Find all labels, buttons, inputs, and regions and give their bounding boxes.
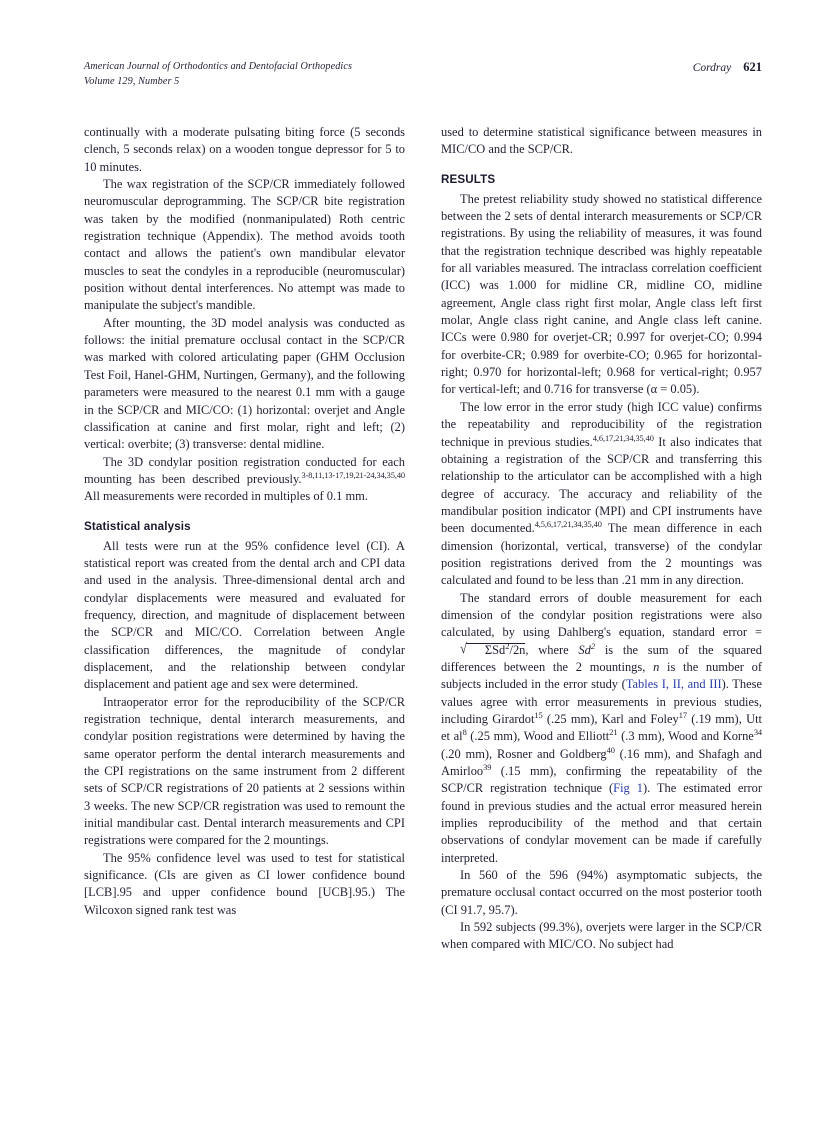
formula-exponent: 2 (505, 640, 510, 651)
variable-sd-exponent: 2 (590, 640, 596, 651)
paragraph-with-citation (441, 399, 762, 590)
paragraph-text: The standard errors of double measurement for each dimension of the condylar position registrations were also calculated, by using Dahlberg's equation, standard error = (441, 590, 762, 640)
radical-sign: √ (460, 640, 467, 657)
paragraph-with-citation (84, 454, 405, 506)
paragraph-text: is the number of subjects included in the error study ( (441, 659, 763, 692)
paragraph-text: The 3D condylar position registration conducted for each mounting has been described previously. (84, 454, 405, 486)
variable-n: n (653, 659, 660, 674)
paragraph-text: It also indicates that obtaining a registration of the SCP/CR and transferring this relationship to the articulator can be accomplished with a high degree of accuracy. The accuracy and reliability of the mandibular position indicator (MPI) and CPI instruments have been documented. (441, 434, 763, 536)
paragraph-with-formula-and-crossrefs (441, 590, 762, 868)
paragraph: The 95% confidence level was used to test for statistical significance. (CIs are given as CI lower confidence bound [LCB].95 and upper confidence bound [UCB].95.) The Wilcoxon signed rank test was (84, 850, 405, 917)
body-columns (84, 124, 762, 954)
paragraph-text: (.19 mm), Utt et al (441, 712, 762, 744)
section-heading-statistical-analysis: Statistical analysis (84, 519, 191, 533)
paragraph-text: is the sum of the squared differences between the 2 mountings, (441, 642, 762, 674)
crossref-tables-link[interactable]: Tables I, II, and III (625, 677, 722, 692)
paragraph-text: (.16 mm), and Shafagh and Amirloo (441, 746, 762, 779)
paragraph-text: (.15 mm), confirming the repeatability of the SCP/CR registration technique ( (441, 764, 762, 796)
paragraph: The pretest reliability study showed no statistical difference between the 2 sets of dental interarch measurements or SCP/CR registrations. By using the reliability of measures, it was found that the registration technique described was highly repeatable for all variables measured. The intraclass correlation coefficient (ICC) was 1.000 for midline CR, midline CO, midline agreement, Angle class right first molar, Angle class left first molar, Angle class right canine, and Angle class left canine. ICCs were 0.980 for overjet-CR; 0.997 for overjet-CO; 0.994 for overbite-CR; 0.989 for overbite-CO; 0.965 for horizontal-right; 0.970 for horizontal-left; 0.968 for vertical-right; 0.957 for vertical-left; and 0.716 for transverse (α = 0.05). (441, 191, 762, 397)
journal-title: American Journal of Orthodontics and Dentofacial Orthopedics (84, 61, 353, 72)
paragraph: The wax registration of the SCP/CR immediately followed neuromuscular deprogramming. The SCP/CR bite registration was taken by the modified (nonmanipulated) Roth centric registration technique (Appendix). The method avoids tooth contact and allows the patient's own mandibular elevator muscles to seat the condyles in a reproducible (neuromuscular) position without dental interferences. No attempt was made to manipulate the subject's mandible. (84, 177, 405, 313)
dahlberg-formula (441, 640, 526, 657)
citation-superscript: 34 (753, 728, 762, 738)
citation-superscript: 39 (483, 762, 492, 772)
running-head-journal-info (84, 60, 352, 89)
paragraph: used to determine statistical significance between measures in MIC/CO and the SCP/CR. (441, 125, 762, 157)
variable-sd: Sd (578, 642, 591, 657)
citation-superscript: 17 (678, 710, 687, 720)
paragraph: In 560 of the 596 (94%) asymptomatic subjects, the premature occlusal contact occurred on the most posterior tooth (CI 91.7, 95.7). (441, 868, 762, 917)
citation-superscript: 40 (606, 745, 615, 755)
formula-sigma-term: ΣSd (484, 642, 506, 657)
citation-superscript: 4,6,17,21,34,35,40 (592, 433, 654, 443)
left-column (84, 124, 405, 954)
citation-superscript: 15 (534, 710, 543, 720)
running-head-author: Cordray (692, 62, 732, 74)
journal-volume-line: Volume 129, Number 5 (84, 75, 180, 87)
paragraph: In 592 subjects (99.3%), overjets were larger in the SCP/CR when compared with MIC/CO. No subject had (441, 920, 762, 952)
paragraph-text: (.25 mm), Karl and Foley (542, 712, 679, 726)
section-heading-results: RESULTS (441, 172, 496, 186)
paragraph-text: (.3 mm), Wood and Korne (617, 729, 754, 744)
citation-superscript: 3-8,11,13-17,19,21-24,34,35,40 (301, 470, 405, 480)
paragraph: Intraoperator error for the reproducibility of the SCP/CR registration technique, dental interarch measurements, and condylar position registrations were determined by having the same operator perform the dental interarch measurements and the CPI registrations on the same instrument from 2 different sets of SCP/CR registrations of 20 patients at 2 sessions within 3 weeks. The new SCP/CR registration was used to remount the initial mandibular cast. Dental interarch measurements and CPI registrations were compared for the 2 mountings. (84, 694, 405, 848)
formula-radicand (466, 640, 526, 657)
paragraph-text: (.20 mm), Rosner and Goldberg (441, 746, 607, 761)
running-head (84, 60, 762, 89)
formula-denominator: /2n (509, 642, 526, 657)
paragraph-text: The mean difference in each dimension (horizontal, vertical, transverse) of the condylar position registrations derived from the 2 mountings was calculated and found to be less than .21 mm in any direction. (441, 521, 763, 588)
paragraph: All tests were run at the 95% confidence level (CI). A statistical report was created from the dental arch and CPI data and used in the analysis. Three-dimensional dental arch and condylar displacements were measured and evaluated for frequency, direction, and magnitude of displacement between the SCP/CR and MIC/CO. Correlation between Angle classification differences, the magnitude of condylar displacement, and the relationship between condylar displacement and patient age and sex were determined. (84, 538, 405, 692)
paragraph-text: The low error in the error study (high ICC value) confirms the repeatability and reproducibility of the registration technique in previous studies. (441, 399, 762, 449)
paragraph: After mounting, the 3D model analysis was conducted as follows: the initial premature occlusal contact in the SCP/CR was marked with colored articulating paper (GHM Occlusion Test Foil, Hanel-GHM, Nurtingen, Germany), and the following parameters were measured to the nearest 0.1 mm with a gauge in the SCP/CR and MIC/CO: (1) horizontal: overjet and Angle classification at canine and first molar, right and left; (2) vertical: overbite; (3) transverse: dental midline. (84, 315, 405, 452)
running-head-author-page (693, 60, 762, 75)
citation-superscript: 21 (609, 728, 618, 738)
paragraph-text: (.25 mm), Wood and Elliott (466, 729, 610, 744)
paragraph-text: All measurements were recorded in multiples of 0.1 mm. (84, 489, 368, 504)
paragraph: continually with a moderate pulsating biting force (5 seconds clench, 5 seconds relax) on a wooden tongue depressor for 5 to 10 minutes. (84, 125, 405, 174)
paragraph-text: ). The estimated error found in previous studies and the actual error measured herein implies reproducibility of the method and that certain observations of condylar movement can be made if carefully interpreted. (441, 781, 762, 865)
citation-superscript: 8 (462, 728, 467, 738)
citation-superscript: 4,5,6,17,21,34,35,40 (534, 520, 602, 530)
paragraph-text: ). These values agree with error measurements in previous studies, including Girardot (441, 677, 762, 726)
right-column (441, 124, 762, 954)
paragraph-text: , where (525, 642, 579, 657)
crossref-figure-link[interactable]: Fig 1 (613, 781, 643, 796)
page-number: 621 (743, 60, 762, 74)
